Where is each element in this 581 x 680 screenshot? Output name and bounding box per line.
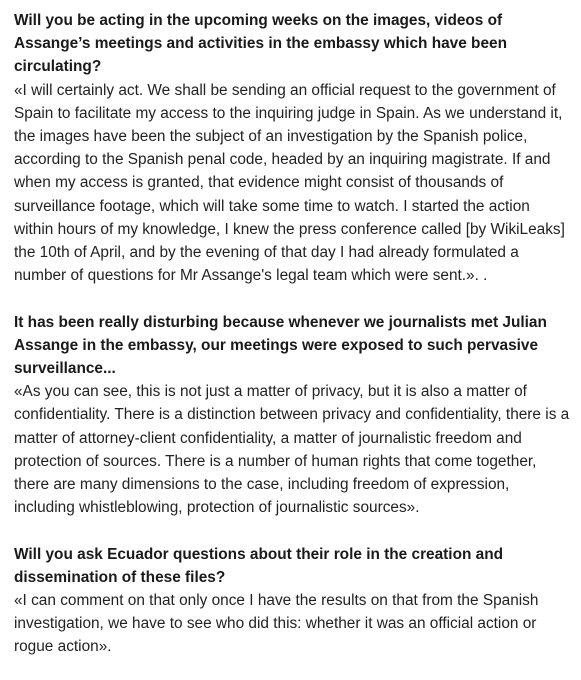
- question-3: Will you ask Ecuador questions about their role in the creation and dissemination of these files?: [14, 545, 504, 586]
- qa-block-1: [14, 9, 573, 287]
- answer-2: «As you can see, this is not just a matter of privacy, but it is also a matter of confidentiality. There is a distinction between privacy and confidentiality, there is a matter of attorney-client confidentiality, a matter of journalistic freedom and protection of sources. There is a number of human rights that come together, there are many dimensions to the case, including freedom of expression, including whistleblowing, protection of journalistic sources».: [14, 383, 570, 517]
- question-2: It has been really disturbing because whenever we journalists met Julian Assange in the embassy, our meetings were exposed to such pervasive surveillance...: [14, 313, 547, 378]
- answer-3: «I can comment on that only once I have the results on that from the Spanish investigation, we have to see who did this: whether it was an official action or rogue action».: [14, 592, 539, 656]
- qa-block-2: [14, 311, 573, 520]
- qa-block-3: [14, 543, 573, 659]
- question-1: Will you be acting in the upcoming weeks on the images, videos of Assange’s meetings and activities in the embassy which have been circulating?: [14, 12, 507, 76]
- answer-1: «I will certainly act. We shall be sending an official request to the government of Spain to facilitate my access to the inquiring judge in Spain. As we understand it, the images have been the subject of an investigation by the Spanish police, according to the Spanish penal code, headed by an inquiring magistrate. If and when my access is granted, that evidence might consist of thousands of surveillance footage, which will take some time to watch. I started the action within hours of my knowledge, I knew the press conference called [by WikiLeaks] the 10th of April, and by the evening of that day I had already formulated a number of questions for Mr Assange's legal team which were sent.». .: [14, 81, 565, 285]
